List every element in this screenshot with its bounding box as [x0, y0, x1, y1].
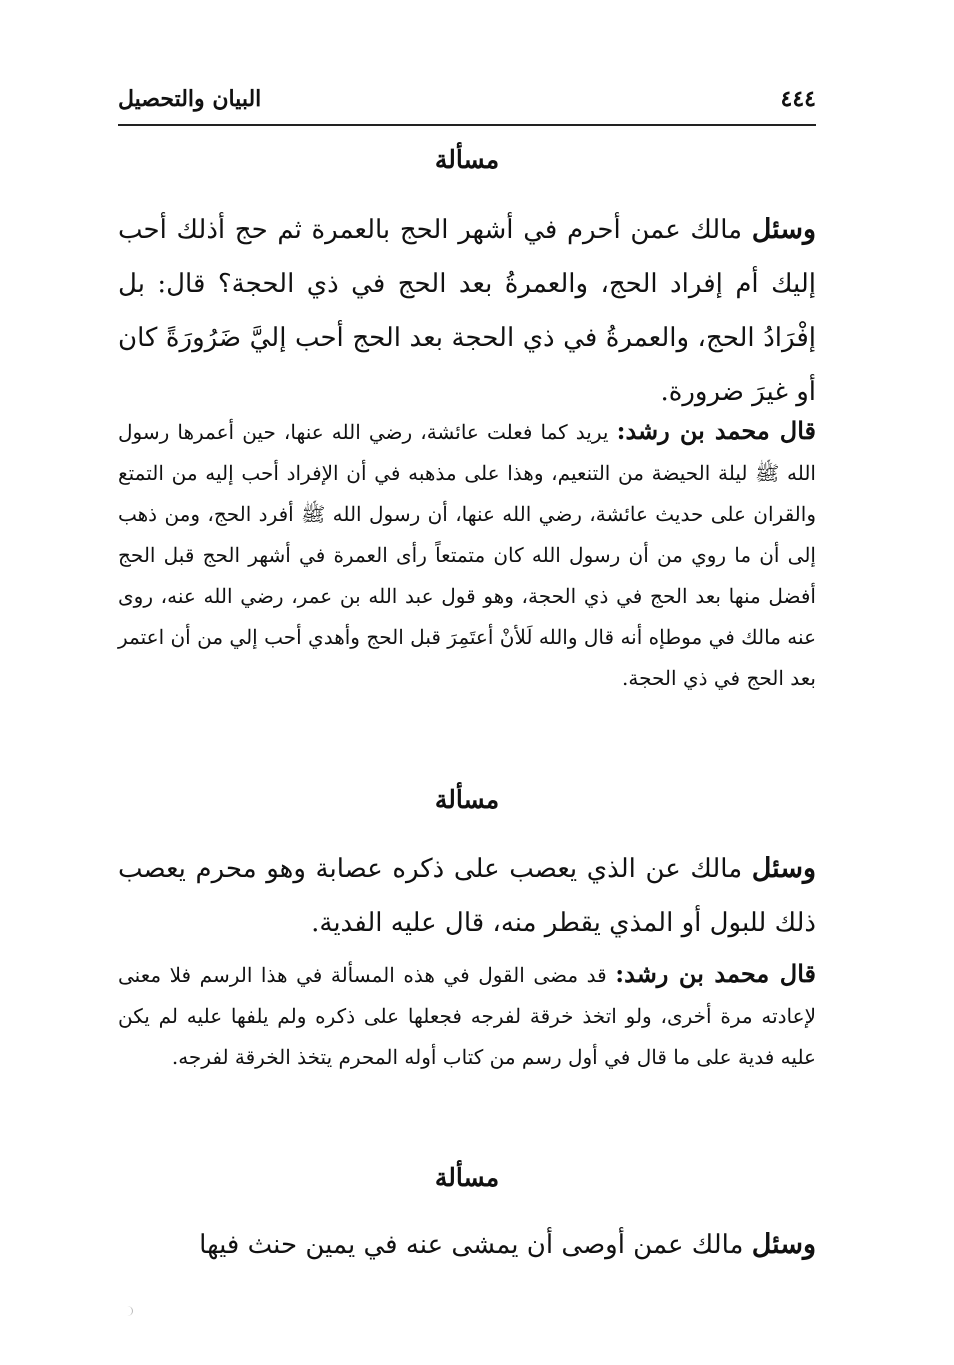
- answer-lead: قال محمد بن رشد:: [615, 959, 816, 988]
- section-heading: مسألة: [434, 145, 500, 174]
- answer-text: قد مضى القول في هذه المسألة في هذا الرسم فلا معنى لإعادته مرة أخرى، ولو اتخذ خرقة لفرجه فجعلها على ذكره ولم يلفها عليه لم يكن عليه فدية على ما قال في أول رسم من كتاب أوله المحرم يتخذ الخرقة لفرجه.: [118, 963, 816, 1069]
- section-heading: مسألة: [434, 1163, 500, 1192]
- answer-text: يريد كما فعلت عائشة، رضي الله عنها، حين أعمرها رسول الله ﷺ ليلة الحيضة من التنعيم، وهذا على مذهبه في أن الإفراد أحب إليه من التمتع والقران على حديث عائشة، رضي الله عنها، أن رسول الله ﷺ أفرد الحج، ومن ذهب إلى أن ما روي من أن رسول الله كان متمتعاً رأى العمرة في أشهر الحج قبل الحج أفضل منها بعد الحج في ذي الحجة، وهو قول عبد الله بن عمر، رضي الله عنه، روى عنه مالك في موطإه أنه قال والله لَلأنْ أعتَمِرَ قبل الحج وأهدي أحب إلي من أن اعتمر بعد الحج في ذي الحجة.: [118, 420, 816, 690]
- answer-lead: قال محمد بن رشد:: [616, 416, 817, 445]
- answer-paragraph: [118, 953, 816, 1078]
- book-title: البيان والتحصيل: [118, 86, 262, 112]
- question-paragraph: [118, 1218, 816, 1272]
- section-heading: مسألة: [434, 785, 500, 814]
- question-lead: وسئل: [751, 1229, 816, 1260]
- question-paragraph: [118, 842, 816, 950]
- question-text: مالك عمن أحرم في أشهر الحج بالعمرة ثم حج أذلك أحب إليك أم إفراد الحج، والعمرةُ بعد الحج في ذي الحجة؟ قال: بل إفْرَادُ الحج، والعمرةُ في ذي الحجة بعد الحج أحب إليَّ ضَرُورَةً كان أو غيرَ ضرورة.: [118, 215, 817, 407]
- question-text: مالك عمن أوصى أن يمشى عنه في يمين حنث فيها: [199, 1230, 752, 1260]
- question-paragraph: [118, 203, 816, 419]
- running-header: [118, 78, 816, 126]
- scan-mark: [122, 1306, 133, 1316]
- page-number: ٤٤٤: [780, 86, 816, 112]
- question-text: مالك عن الذي يعصب على ذكره عصابة وهو محرم يعصب ذلك للبول أو المذي يقطر منه، قال عليه الفدية.: [118, 854, 816, 938]
- question-lead: وسئل: [751, 214, 816, 245]
- answer-paragraph: [118, 410, 816, 699]
- question-lead: وسئل: [751, 853, 816, 884]
